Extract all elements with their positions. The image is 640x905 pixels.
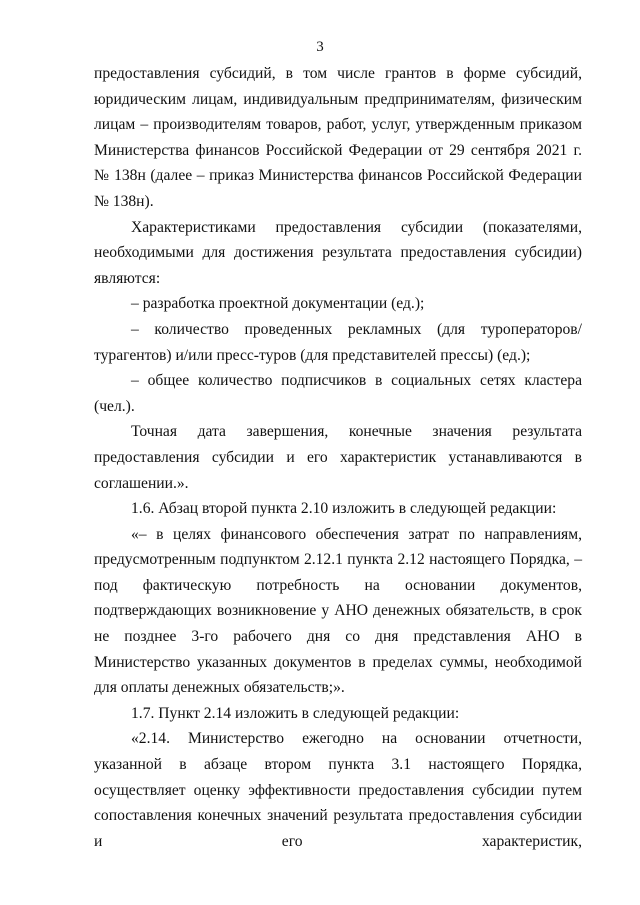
paragraph-3: – разработка проектной документации (ед.); bbox=[131, 295, 425, 313]
paragraph-5: – общее количество подписчиков в социальных сетях кластера (чел.). bbox=[94, 372, 582, 415]
paragraph-1: предоставления субсидий, в том числе грантов в форме субсидий, юридическим лицам, индивидуальным предпринимателям, физическим лицам – производителям товаров, работ, услуг, утвержденным приказом Министерства финансов Российской Федерации от 29 сентября 2021 г. № 138н (далее – приказ Министерства финансов Российской Федерации № 138н). bbox=[94, 65, 582, 210]
paragraph-4: – количество проведенных рекламных (для туроператоров/турагентов) и/или пресс-туров (для представителей прессы) (ед.); bbox=[94, 320, 582, 364]
paragraph-8: «– в целях финансового обеспечения затрат по направлениям, предусмотренным подпунктом 2.12.1 пункта 2.12 настоящего Порядка, – под фактическую потребность на основании документов, подтверждающих возникновение у АНО денежных обязательств, в срок не позднее 3-го рабочего дня со дня представления АНО в Министерство указанных документов в пределах суммы, необходимой для оплаты денежных обязательств;». bbox=[94, 525, 582, 697]
paragraph-10: «2.14. Министерство ежегодно на основании отчетности, указанной в абзаце втором пункта 3.1 настоящего Порядка, осуществляет оценку эффективности предоставления субсидии путем сопоставления конечных значений результата предоставления субсидии и его характеристик, bbox=[94, 730, 582, 850]
paragraph-6: Точная дата завершения, конечные значения результата предоставления субсидии и его характеристик устанавливаются в соглашении.». bbox=[94, 423, 582, 492]
paragraph-7: 1.6. Абзац второй пункта 2.10 изложить в следующей редакции: bbox=[131, 500, 557, 518]
paragraph-2: Характеристиками предоставления субсидии (показателями, необходимыми для достижения результата предоставления субсидии) являются: bbox=[94, 218, 582, 287]
page-number: 3 bbox=[316, 39, 324, 55]
document-body bbox=[94, 61, 582, 854]
paragraph-9: 1.7. Пункт 2.14 изложить в следующей редакции: bbox=[131, 704, 460, 722]
